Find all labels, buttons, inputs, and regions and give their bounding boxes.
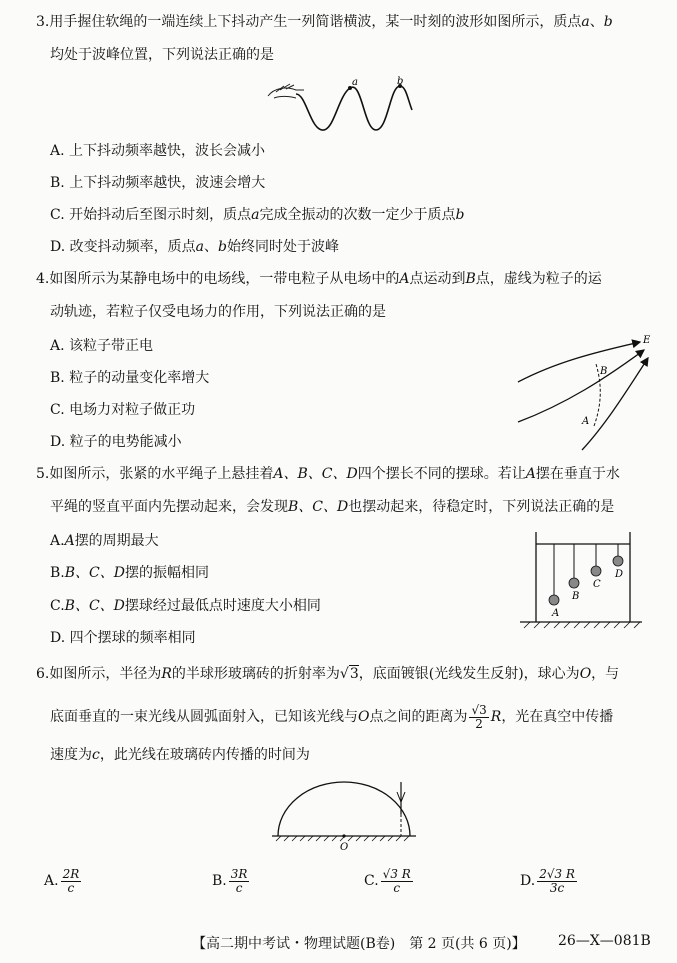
q4-option-d: D. 粒子的电势能减小 xyxy=(50,434,182,450)
q6-option-b: B. $\frac{3R}{c}$ xyxy=(212,866,248,895)
hemisphere-outline xyxy=(278,782,410,836)
q5-option-c: C.B、C、D摆球经过最低点时速度大小相同 xyxy=(50,598,321,614)
distance-fraction: $\frac{√3}{2}$ xyxy=(471,702,487,731)
q4-stem-line2: 动轨迹，若粒子仅受电场力的作用，下列说法正确的是 xyxy=(50,304,386,320)
q6-option-a: A. $\frac{2R}{c}$ xyxy=(44,866,80,895)
label-pendulum-D: D xyxy=(615,569,624,580)
label-a: a xyxy=(352,77,358,88)
q5-stem-line2: 平绳的竖直平面内先摆动起来，会发现B、C、D也摆动起来，待稳定时，下列说法正确的是 xyxy=(50,499,615,515)
q4-option-a: A. 该粒子带正电 xyxy=(50,338,154,354)
ground-hatch xyxy=(524,622,640,628)
q5-option-a: A.A摆的周期最大 xyxy=(50,533,159,549)
q5-stem-line1: 5.如图所示，张紧的水平绳子上悬挂着A、B、C、D四个摆长不同的摆球。若让A摆在垂直于水 xyxy=(36,466,620,482)
pendulum-C xyxy=(591,544,601,576)
pendulum-A xyxy=(549,544,559,605)
q3-stem-line1: 3.用手握住软绳的一端连续上下抖动产生一列简谐横波，某一时刻的波形如图所示，质点a、b xyxy=(36,14,613,30)
q5-pendulum-figure xyxy=(518,530,644,632)
label-pendulum-B: B xyxy=(572,591,580,602)
q4-stem-line1: 4.如图所示为某静电场中的电场线，一带电粒子从电场中的A点运动到B点，虚线为粒子的运 xyxy=(36,271,602,287)
hand-icon xyxy=(268,84,304,98)
q6-stem-line2: 底面垂直的一束光线从圆弧面射入，已知该光线与O点之间的距离为 $\frac{√3}{2}$ R，光在真空中传播 xyxy=(50,702,614,731)
label-B: B xyxy=(600,366,608,377)
pendulum-B xyxy=(569,544,579,588)
q6-stem-line1: 6.如图所示，半径为R的半球形玻璃砖的折射率为√3，底面镀银(光线发生反射)，球心为O，与 xyxy=(36,666,620,682)
q6-hemisphere-figure xyxy=(266,780,422,852)
q6-option-c: C. $\frac{√3 R}{c}$ xyxy=(364,866,411,895)
base-hatch xyxy=(276,836,409,841)
q6-stem-line3: 速度为c，此光线在玻璃砖内传播的时间为 xyxy=(50,747,310,763)
q3-stem-line2: 均处于波峰位置，下列说法正确的是 xyxy=(50,47,274,63)
field-line-3 xyxy=(582,358,648,450)
q3-wave-figure xyxy=(266,76,416,138)
label-b: b xyxy=(397,76,404,87)
q4-field-figure xyxy=(516,334,656,452)
q4-option-b: B. 粒子的动量变化率增大 xyxy=(50,370,210,386)
q3-option-b: B. 上下抖动频率越快，波速会增大 xyxy=(50,175,266,191)
q5-option-b: B.B、C、D摆的振幅相同 xyxy=(50,565,209,581)
q4-option-c: C. 电场力对粒子做正功 xyxy=(50,402,196,418)
field-line-1 xyxy=(518,342,640,382)
label-E: E xyxy=(643,335,651,346)
exam-code: 26—X—081B xyxy=(558,933,651,949)
label-pendulum-A: A xyxy=(552,608,560,619)
sqrt-sign: √ xyxy=(339,666,349,682)
label-pendulum-C: C xyxy=(593,579,601,590)
label-A: A xyxy=(582,416,590,427)
field-line-2 xyxy=(518,350,644,422)
q6-option-d: D. $\frac{2√3 R}{3c}$ xyxy=(520,866,575,895)
q3-option-c: C. 开始抖动后至图示时刻，质点a完成全振动的次数一定少于质点b xyxy=(50,207,465,223)
wave-curve xyxy=(296,86,412,130)
q5-option-d: D. 四个摆球的频率相同 xyxy=(50,630,196,646)
center-point-O xyxy=(342,834,345,837)
label-O: O xyxy=(340,842,349,852)
q3-option-a: A. 上下抖动频率越快，波长会减小 xyxy=(50,143,266,159)
page-footer: 【高二期中考试・物理试题(B卷) 第 2 页(共 6 页)】 xyxy=(192,936,526,952)
q3-option-d: D. 改变抖动频率，质点a、b始终同时处于波峰 xyxy=(50,239,339,255)
pendulum-D xyxy=(613,544,623,566)
